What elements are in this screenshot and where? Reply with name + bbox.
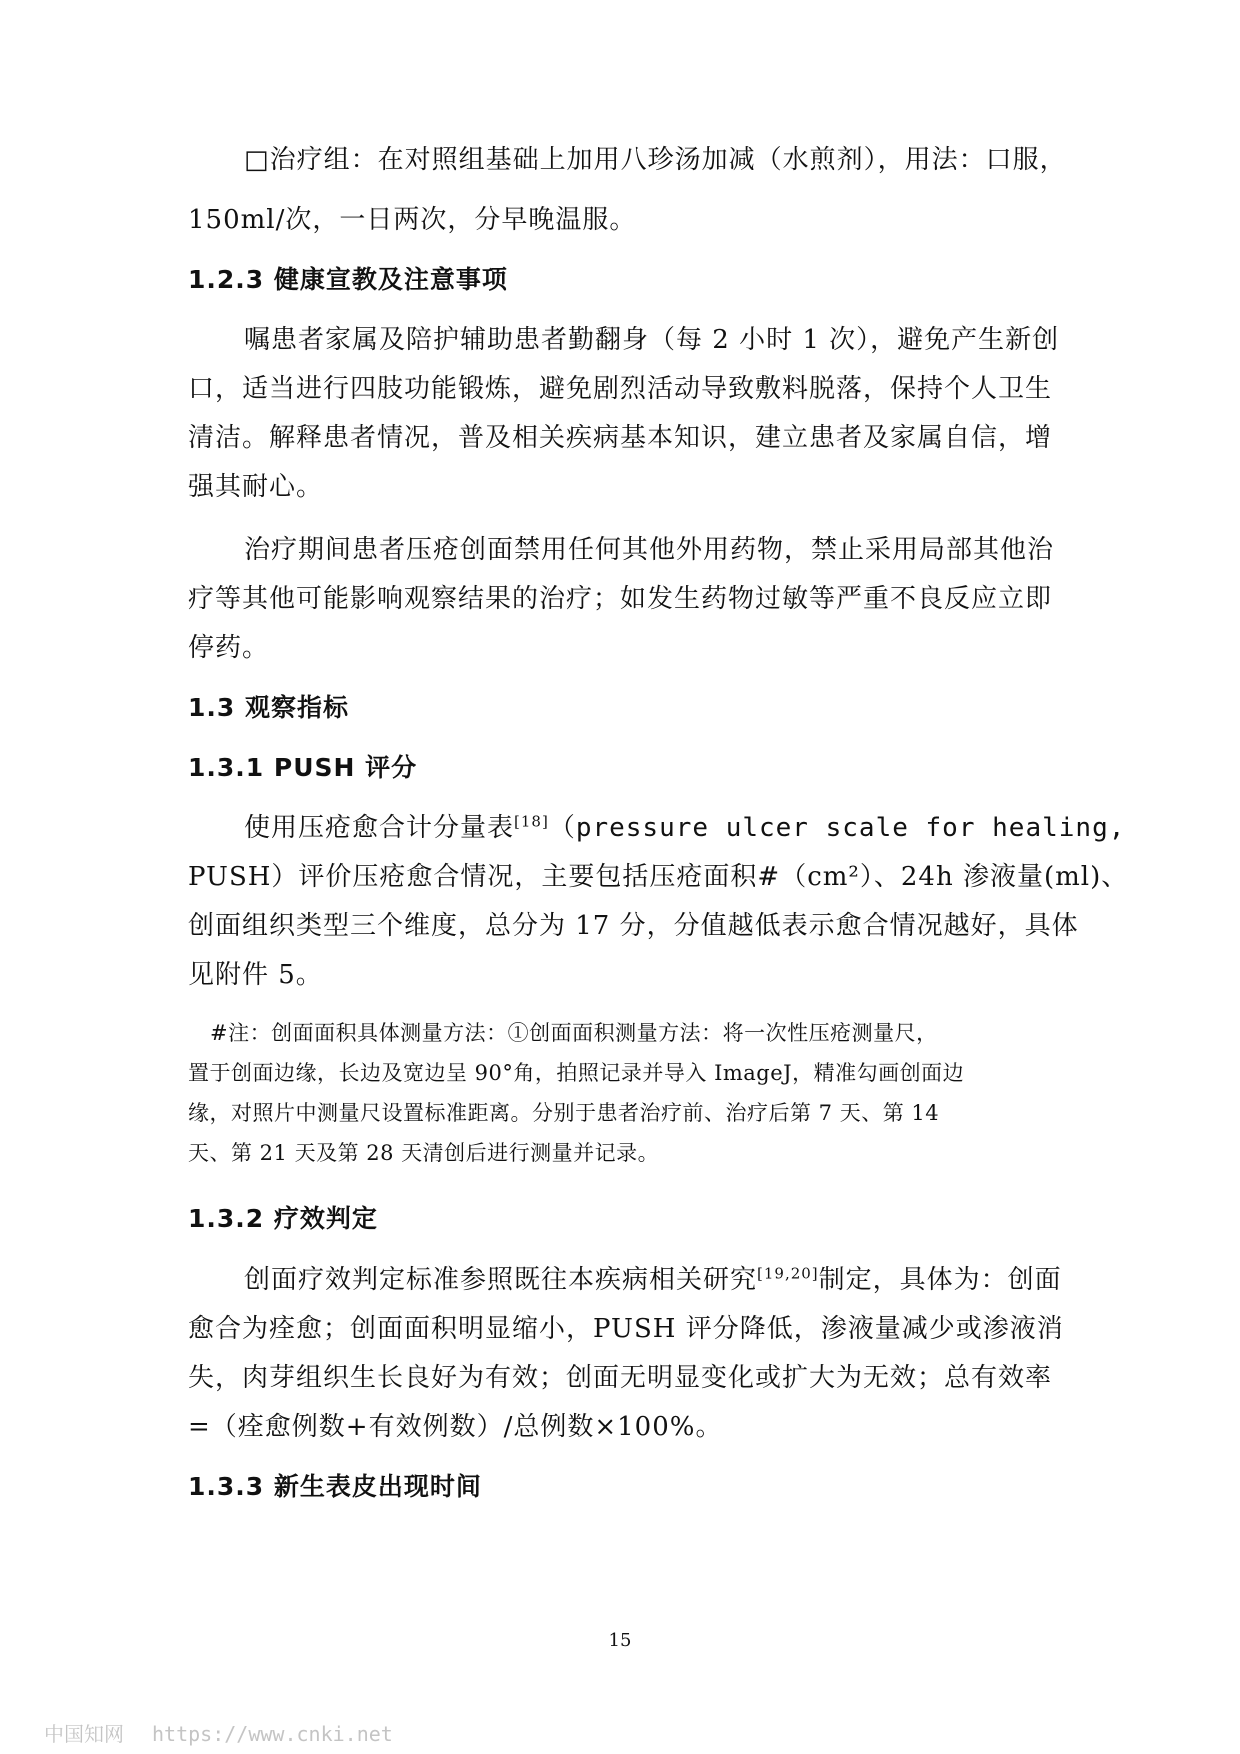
push-score-line-4: 见附件 5。 (188, 960, 323, 990)
measurement-note-line-4: 天、第 21 天及第 28 天清创后进行测量并记录。 (188, 1141, 660, 1165)
cnki-url-link[interactable]: https://www.cnki.net (152, 1722, 393, 1746)
measurement-note-line-2: 置于创面边缘，长边及宽边呈 90°角，拍照记录并导入 ImageJ，精准勾画创面边 (188, 1061, 965, 1085)
education-para-2-line-3: 停药。 (188, 633, 270, 663)
section-heading-1-3: 1.3 观察指标 (188, 693, 349, 722)
section-heading-1-2-3: 1.2.3 健康宣教及注意事项 (188, 265, 508, 294)
watermark-footer (44, 1718, 393, 1747)
treatment-group-line-2: 150ml/次，一日两次，分早晚温服。 (188, 205, 637, 235)
push-score-line-1 (244, 811, 1125, 845)
push-line-1-english: （pressure ulcer scale for healing, (548, 813, 1126, 843)
efficacy-line-1-tail: 制定，具体为：创面 (818, 1265, 1062, 1295)
education-para-2-line-2: 疗等其他可能影响观察结果的治疗；如发生药物过敏等严重不良反应立即 (188, 584, 1053, 614)
efficacy-line-3: 失，肉芽组织生长良好为有效；创面无明显变化或扩大为无效；总有效率 (188, 1363, 1053, 1393)
efficacy-line-1-text: 创面疗效判定标准参照既往本疾病相关研究 (244, 1265, 758, 1295)
push-score-line-2: PUSH）评价压疮愈合情况，主要包括压疮面积#（cm²）、24h 渗液量(ml)、 (188, 862, 1129, 892)
efficacy-line-4: =（痊愈例数+有效例数）/总例数×100%。 (188, 1412, 723, 1442)
cnki-brand: 中国知网 (44, 1722, 124, 1746)
efficacy-line-2: 愈合为痊愈；创面面积明显缩小，PUSH 评分降低，渗液量减少或渗液消 (188, 1314, 1064, 1344)
page-number: 15 (608, 1630, 632, 1651)
citation-19-20: [19,20] (757, 1264, 819, 1283)
education-para-1-line-1: 嘱患者家属及陪护辅助患者勤翻身（每 2 小时 1 次），避免产生新创 (244, 325, 1060, 355)
push-score-line-3: 创面组织类型三个维度，总分为 17 分，分值越低表示愈合情况越好，具体 (188, 911, 1079, 941)
treatment-group-line-1: □治疗组：在对照组基础上加用八珍汤加减（水煎剂），用法：口服， (244, 145, 1067, 175)
efficacy-line-1 (244, 1263, 1062, 1297)
section-heading-1-3-2: 1.3.2 疗效判定 (188, 1204, 378, 1233)
measurement-note-line-1: #注：创面面积具体测量方法：①创面面积测量方法：将一次性压疮测量尺， (210, 1021, 938, 1045)
education-para-1-line-3: 清洁。解释患者情况，普及相关疾病基本知识，建立患者及家属自信，增 (188, 423, 1053, 453)
citation-18: [18] (514, 812, 549, 831)
education-para-1-line-2: 口，适当进行四肢功能锻炼，避免剧烈活动导致敷料脱落，保持个人卫生 (188, 374, 1053, 404)
education-para-1-line-4: 强其耐心。 (188, 472, 324, 502)
education-para-2-line-1: 治疗期间患者压疮创面禁用任何其他外用药物，禁止采用局部其他治 (244, 535, 1055, 565)
section-heading-1-3-3: 1.3.3 新生表皮出现时间 (188, 1472, 482, 1501)
push-line-1-text: 使用压疮愈合计分量表 (244, 813, 515, 843)
measurement-note-line-3: 缘，对照片中测量尺设置标准距离。分别于患者治疗前、治疗后第 7 天、第 14 (188, 1101, 940, 1125)
section-heading-1-3-1: 1.3.1 PUSH 评分 (188, 753, 418, 782)
